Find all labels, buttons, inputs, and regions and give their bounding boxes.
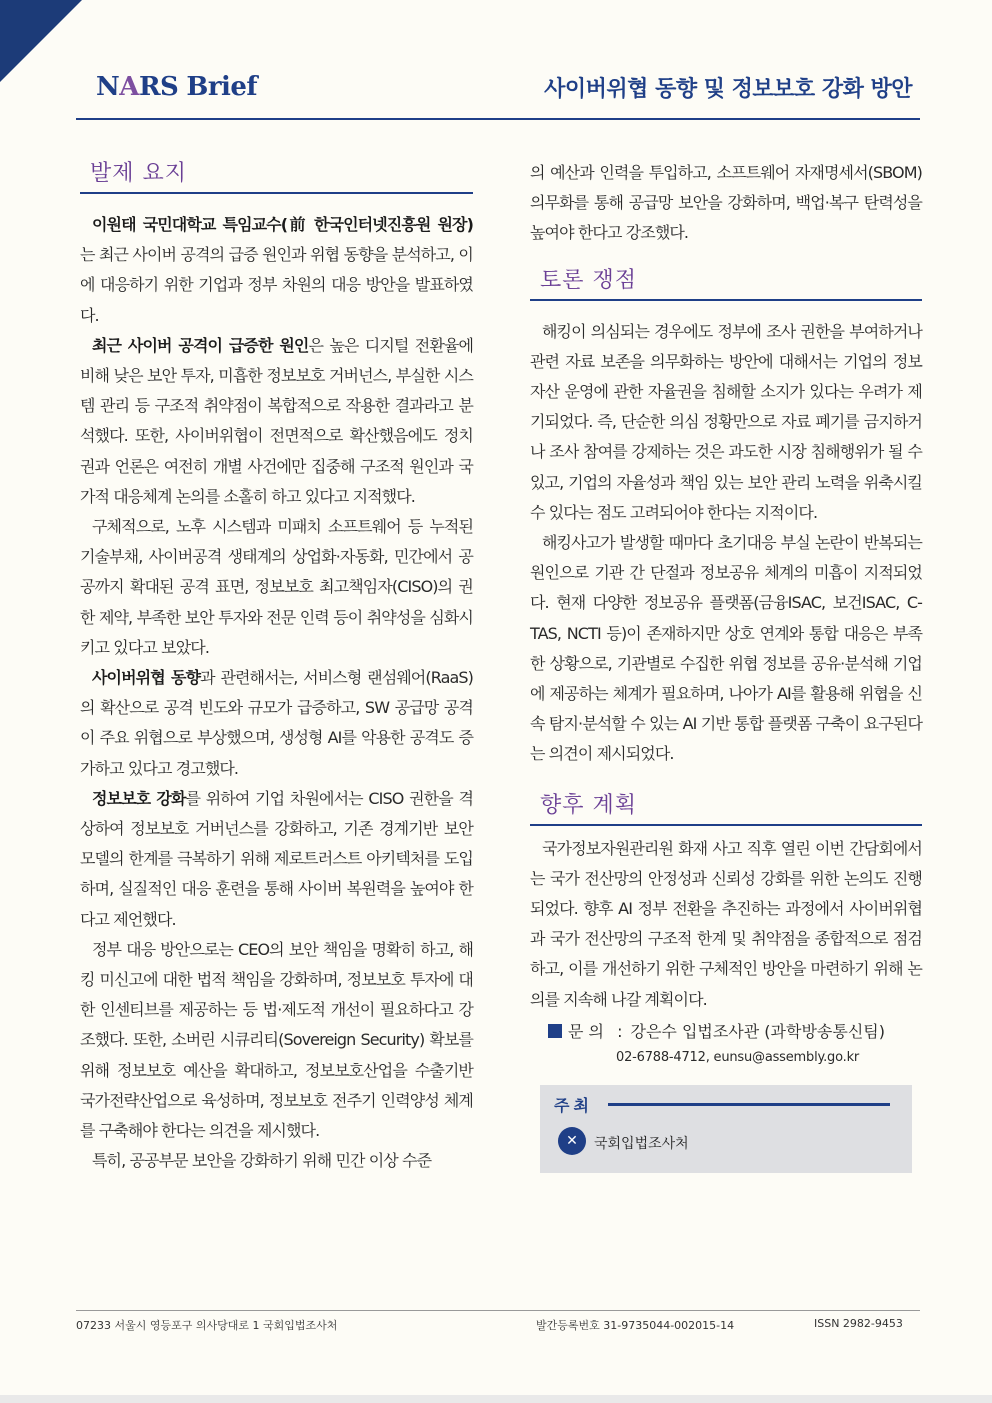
section-divider xyxy=(530,299,922,301)
section-plan-heading xyxy=(530,788,922,826)
section-debate-heading xyxy=(530,263,922,301)
paragraph: 정보보호 강화를 위하여 기업 차원에서는 CISO 권한을 격상하여 정보보호 거버넌스를 강화하고, 기존 경계기반 보안모델의 한계를 극복하기 위해 제로트러스트 아키텍처를 도입하며, 실질적인 대응 훈련을 통해 사이버 복원력을 높여야 한다고 제언했다. xyxy=(80,788,473,929)
right-column xyxy=(530,156,922,1173)
host-divider xyxy=(608,1103,890,1106)
contact-person: 강은수 입법조사관 (과학방송통신팀) xyxy=(630,1021,885,1041)
corner-triangle xyxy=(0,0,82,82)
footer-address: 07233 서울시 영등포구 의사당대로 1 국회입법조사처 xyxy=(76,1319,338,1332)
square-bullet-icon xyxy=(548,1024,562,1038)
section-divider xyxy=(530,824,922,826)
footer-registration-number: 발간등록번호 31-9735044-002015-14 xyxy=(536,1319,735,1332)
left-column xyxy=(80,156,473,1177)
bottom-band xyxy=(0,1395,992,1403)
section-divider xyxy=(80,192,473,194)
footer-issn: ISSN 2982-9453 xyxy=(814,1317,903,1330)
nars-brief-logo: NARS Brief xyxy=(96,72,258,102)
contact-label: 문 의 xyxy=(568,1021,604,1041)
contact-colon: : xyxy=(617,1021,623,1041)
footer-divider xyxy=(76,1310,920,1311)
section-summary-heading xyxy=(80,156,473,194)
paragraph: 최근 사이버 공격이 급증한 원인은 높은 디지털 전환율에 비해 낮은 보안 투자, 미흡한 정보보호 거버넌스, 부실한 시스템 관리 등 구조적 취약점이 복합적으로 작용한 결과라고 분석했다. 또한, 사이버위협이 전면적으로 확산했음에도 정치권과 언론은 여전히 개별 사건에만 집중해 구조적 원인과 국가적 대응체계 논의를 소홀히 하고 있다고 지적했다. xyxy=(80,335,473,506)
section-title: 토론 쟁점 xyxy=(540,267,638,293)
paragraph: 사이버위협 동향과 관련해서는, 서비스형 랜섬웨어(RaaS)의 확산으로 공격 빈도와 규모가 급증하고, SW 공급망 공격이 주요 위협으로 부상했으며, 생성형 AI를 악용한 공격도 증가하고 있다고 경고했다. xyxy=(80,668,473,778)
page-title: 사이버위협 동향 및 정보보호 강화 방안 xyxy=(544,77,912,102)
host-box xyxy=(540,1085,912,1173)
paragraph: 국가정보자원관리원 화재 사고 직후 열린 이번 간담회에서는 국가 전산망의 안정성과 신뢰성 강화를 위한 논의도 진행되었다. 향후 AI 정부 전환을 추진하는 과정에서 사이버위협과 국가 전산망의 구조적 한계 및 취약점을 종합적으로 점검하고, 이를 개선하기 위한 구체적인 방안을 마련하기 위해 논의를 지속해 나갈 계획이다. xyxy=(530,838,922,1009)
contact-phone-email: 02-6788-4712, eunsu@assembly.go.kr xyxy=(616,1049,860,1065)
contact-info xyxy=(530,1019,922,1071)
header-divider xyxy=(76,118,920,120)
paragraph: 해킹이 의심되는 경우에도 정부에 조사 권한을 부여하거나 관련 자료 보존을 의무화하는 방안에 대해서는 기업의 정보자산 운영에 관한 자율권을 침해할 소지가 있다는 우려가 제기되었다. 즉, 단순한 의심 정황만으로 자료 폐기를 금지하거나 조사 참여를 강제하는 것은 과도한 시장 침해행위가 될 수 있고, 기업의 자율성과 책임 있는 보안 관리 노력을 위축시킬 수 있다는 점도 고려되어야 한다는 지적이다. xyxy=(530,321,922,522)
host-organization: 국회입법조사처 xyxy=(594,1135,689,1152)
paragraph: 구체적으로, 노후 시스템과 미패치 소프트웨어 등 누적된 기술부채, 사이버공격 생태계의 상업화·자동화, 민간에서 공공까지 확대된 공격 표면, 정보보호 최고책임자(CISO)의 권한 제약, 부족한 보안 투자와 전문 인력 등이 취약성을 심화시키고 있다고 보았다. xyxy=(80,517,473,657)
section-title: 발제 요지 xyxy=(90,161,188,186)
paragraph: 이원태 국민대학교 특임교수(前 한국인터넷진흥원 원장)는 최근 사이버 공격의 급증 원인과 위협 동향을 분석하고, 이에 대응하기 위한 기업과 정부 차원의 대응 방안을 발표하였다. xyxy=(80,215,473,325)
paragraph-continued: 의 예산과 인력을 투입하고, 소프트웨어 자재명세서(SBOM) 의무화를 통해 공급망 보안을 강화하며, 백업·복구 탄력성을 높여야 한다고 강조했다. xyxy=(530,163,922,243)
nars-emblem-icon: ✕ xyxy=(558,1127,586,1155)
section-title: 향후 계획 xyxy=(540,792,638,818)
paragraph: 특히, 공공부문 보안을 강화하기 위해 민간 이상 수준 xyxy=(92,1151,432,1171)
paragraph: 해킹사고가 발생할 때마다 초기대응 부실 논란이 반복되는 원인으로 기관 간 단절과 정보공유 체계의 미흡이 지적되었다. 현재 다양한 정보공유 플랫폼(금융ISAC, 보건ISAC, C-TAS, NCTI 등)이 존재하지만 상호 연계와 통합 대응은 부족한 상황으로, 기관별로 수집한 위협 정보를 공유·분석해 기업에 제공하는 체계가 필요하며, 나아가 AI를 활용해 위협을 신속 탐지·분석할 수 있는 AI 기반 통합 플랫폼 구축이 요구된다는 의견이 제시되었다. xyxy=(530,533,922,764)
paragraph: 정부 대응 방안으로는 CEO의 보안 책임을 명확히 하고, 해킹 미신고에 대한 법적 책임을 강화하며, 정보보호 투자에 대한 인센티브를 제공하는 등 법·제도적 개선이 필요하다고 강조했다. 또한, 소버린 시큐리티(Sovereign Security) 확보를 위해 정보보호 예산을 확대하고, 정보보호산업을 수출기반 국가전략산업으로 육성하며, 정보보호 전주기 인력양성 체계를 구축해야 한다는 의견을 제시했다. xyxy=(80,939,473,1141)
host-label: 주최 xyxy=(554,1095,593,1115)
